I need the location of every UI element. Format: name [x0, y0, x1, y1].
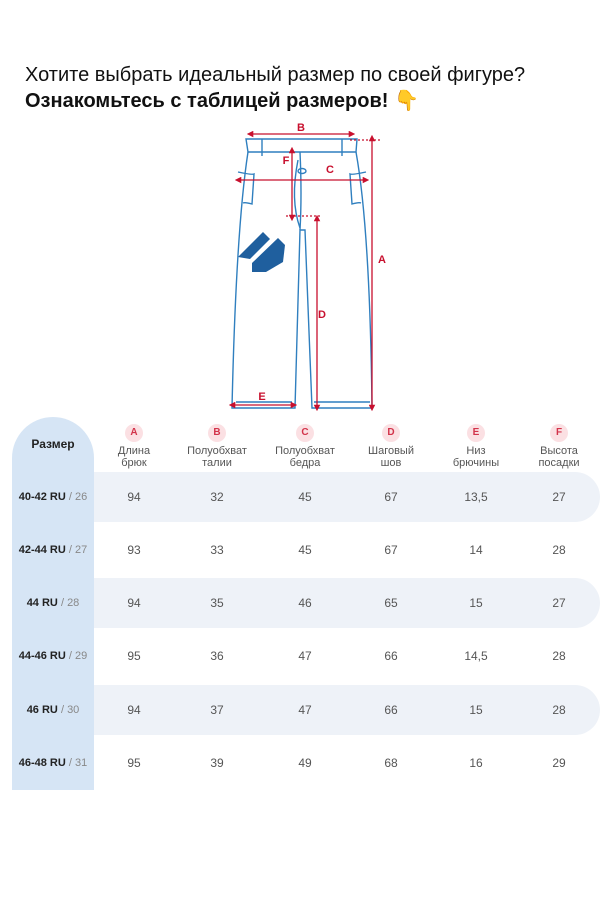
size-alt: 31	[75, 757, 88, 769]
value-e: 14	[469, 543, 483, 557]
value-d: 68	[384, 756, 398, 770]
badge-c: C	[296, 424, 314, 442]
badge-e: E	[467, 424, 485, 442]
value-a: 94	[127, 703, 141, 717]
value-e: 14,5	[464, 649, 488, 663]
column-label-line2: брюк	[121, 457, 147, 469]
size-cell: 46-48 RU / 31	[18, 757, 88, 769]
measure-label-a: A	[378, 254, 386, 266]
table-row	[0, 525, 600, 575]
size-ru: 44-46 RU	[18, 650, 66, 662]
size-cell: 46 RU / 30	[26, 704, 80, 716]
column-label-line1: Полуобхват	[275, 445, 335, 457]
size-column-header: Размер	[31, 437, 75, 451]
value-d: 66	[384, 649, 398, 663]
column-header-f	[514, 424, 600, 469]
column-label-line2: брючины	[452, 457, 500, 469]
column-label-line1: Высота	[540, 445, 578, 457]
badge-a: A	[125, 424, 143, 442]
mountain-logo-icon	[238, 232, 285, 272]
size-ru: 42-44 RU	[18, 544, 66, 556]
value-a: 95	[127, 649, 141, 663]
table-row	[0, 578, 600, 628]
measure-label-f: F	[282, 155, 290, 167]
size-ru: 46-48 RU	[18, 757, 66, 769]
trousers-diagram	[0, 105, 600, 415]
size-alt: 27	[75, 544, 88, 556]
heading-line-2-text: Ознакомьтесь с таблицей размеров!	[25, 90, 389, 112]
value-f: 28	[552, 543, 566, 557]
badge-b: B	[208, 424, 226, 442]
size-ru: 40-42 RU	[18, 491, 66, 503]
value-b: 35	[210, 596, 224, 610]
size-cell: 44 RU / 28	[26, 597, 80, 609]
column-label-line2: шов	[380, 457, 402, 469]
value-f: 28	[552, 649, 566, 663]
value-b: 33	[210, 543, 224, 557]
value-c: 46	[298, 596, 312, 610]
measure-label-b: B	[297, 122, 305, 134]
value-d: 65	[384, 596, 398, 610]
measure-label-e: E	[258, 391, 266, 403]
table-row	[0, 472, 600, 522]
value-a: 94	[127, 596, 141, 610]
column-header-d	[346, 424, 436, 469]
badge-d: D	[382, 424, 400, 442]
value-f: 28	[552, 703, 566, 717]
size-cell: 44-46 RU / 29	[18, 650, 88, 662]
value-c: 49	[298, 756, 312, 770]
column-label-line1: Шаговый	[368, 445, 414, 457]
value-a: 95	[127, 756, 141, 770]
badge-f: F	[550, 424, 568, 442]
value-a: 93	[127, 543, 141, 557]
value-e: 15	[469, 703, 483, 717]
measure-label-d: D	[318, 309, 326, 321]
trousers-svg	[0, 105, 600, 415]
value-b: 36	[210, 649, 224, 663]
value-b: 37	[210, 703, 224, 717]
size-cell: 42-44 RU / 27	[18, 544, 88, 556]
column-header-e	[431, 424, 521, 469]
column-header-c	[260, 424, 350, 469]
heading-line-1: Хотите выбрать идеальный размер по своей фигуре?	[25, 64, 526, 86]
measure-label-c: C	[326, 164, 334, 176]
size-cell: 40-42 RU / 26	[18, 491, 88, 503]
table-row	[0, 631, 600, 681]
column-label-line2: бедра	[289, 457, 321, 469]
column-label-line1: Длина	[117, 445, 151, 457]
value-d: 67	[384, 543, 398, 557]
column-header-b	[172, 424, 262, 469]
table-row	[0, 738, 600, 788]
value-a: 94	[127, 490, 141, 504]
size-alt: 28	[67, 597, 80, 609]
column-header-a	[89, 424, 179, 469]
value-d: 66	[384, 703, 398, 717]
value-d: 67	[384, 490, 398, 504]
value-b: 32	[210, 490, 224, 504]
value-f: 27	[552, 596, 566, 610]
value-e: 15	[469, 596, 483, 610]
size-alt: 26	[75, 491, 88, 503]
size-ru: 46 RU	[26, 704, 58, 716]
value-c: 45	[298, 490, 312, 504]
table-row	[0, 685, 600, 735]
size-alt: 29	[75, 650, 88, 662]
value-c: 47	[298, 649, 312, 663]
size-ru: 44 RU	[26, 597, 58, 609]
value-c: 47	[298, 703, 312, 717]
value-f: 27	[552, 490, 566, 504]
value-b: 39	[210, 756, 224, 770]
value-c: 45	[298, 543, 312, 557]
column-label-line1: Полуобхват	[187, 445, 247, 457]
column-label-line2: посадки	[538, 457, 580, 469]
column-label-line1: Низ	[466, 445, 486, 457]
pointing-down-icon: 👇	[393, 90, 419, 112]
value-e: 13,5	[464, 490, 488, 504]
size-alt: 30	[67, 704, 80, 716]
column-label-line2: талии	[202, 457, 232, 469]
value-f: 29	[552, 756, 566, 770]
value-e: 16	[469, 756, 483, 770]
